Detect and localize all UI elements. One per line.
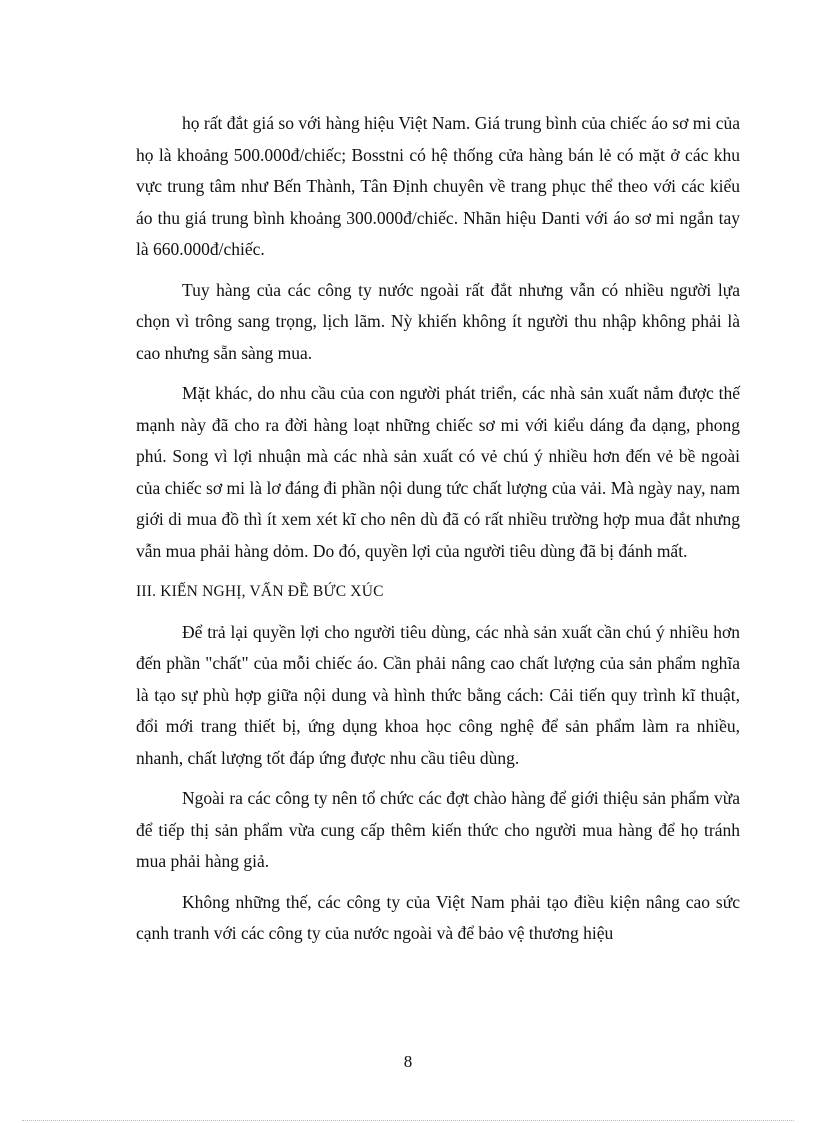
paragraph-4: Để trả lại quyền lợi cho người tiêu dùng, các nhà sản xuất cần chú ý nhiều hơn đến phần "chất" của mỗi chiếc áo. Cần phải nâng cao chất lượng của sản phẩm nghĩa là tạo sự phù hợp giữa nội dung và hình thức bằng cách: Cải tiến quy trình kĩ thuật, đổi mới trang thiết bị, ứng dụng khoa học công nghệ để sản phẩm làm ra nhiều, nhanh, chất lượng tốt đáp ứng được nhu cầu tiêu dùng. <box>136 621 740 768</box>
paragraph-1: họ rất đắt giá so với hàng hiệu Việt Nam. Giá trung bình của chiếc áo sơ mi của họ là khoảng 500.000đ/chiếc; Bosstni có hệ thống cửa hàng bán lẻ có mặt ở các khu vực trung tâm như Bến Thành, Tân Định chuyên về trang phục thể theo với các kiểu áo thu giá trung bình khoảng 300.000đ/chiếc. Nhãn hiệu Danti với áo sơ mi ngắn tay là 660.000đ/chiếc. <box>136 113 740 259</box>
page-body <box>136 108 740 959</box>
paragraph-3: Mặt khác, do nhu cầu của con người phát triển, các nhà sản xuất nắm được thế mạnh này đã cho ra đời hàng loạt những chiếc sơ mi với kiểu dáng đa dạng, phong phú. Song vì lợi nhuận mà các nhà sản xuất có vẻ chú ý nhiều hơn đến vẻ bề ngoài của chiếc sơ mi là lơ đáng đi phần nội dung tức chất lượng của vải. Mà ngày nay, nam giới di mua đồ thì ít xem xét kĩ cho nên dù đã có rất nhiều trường hợp mua đắt nhưng vẫn mua phải hàng dỏm. Do đó, quyền lợi của người tiêu dùng đã bị đánh mất. <box>136 383 740 561</box>
section-heading: III. KIẾN NGHỊ, VẤN ĐỀ BỨC XÚC <box>136 583 384 600</box>
bottom-divider <box>22 1120 794 1121</box>
paragraph-5: Ngoài ra các công ty nên tổ chức các đợt chào hàng để giới thiệu sản phẩm vừa để tiếp thị sản phẩm vừa cung cấp thêm kiến thức cho người mua hàng để họ tránh mua phải hàng giả. <box>136 788 740 871</box>
page-number: 8 <box>403 1052 413 1071</box>
paragraph-6: Không những thế, các công ty của Việt Nam phải tạo điều kiện nâng cao sức cạnh tranh với các công ty của nước ngoài và để bảo vệ thương hiệu <box>136 891 740 943</box>
paragraph-2: Tuy hàng của các công ty nước ngoài rất đắt nhưng vẫn có nhiều người lựa chọn vì trông sang trọng, lịch lãm. Nỳ khiến không ít người thu nhập không phải là cao nhưng sẵn sàng mua. <box>136 279 740 363</box>
